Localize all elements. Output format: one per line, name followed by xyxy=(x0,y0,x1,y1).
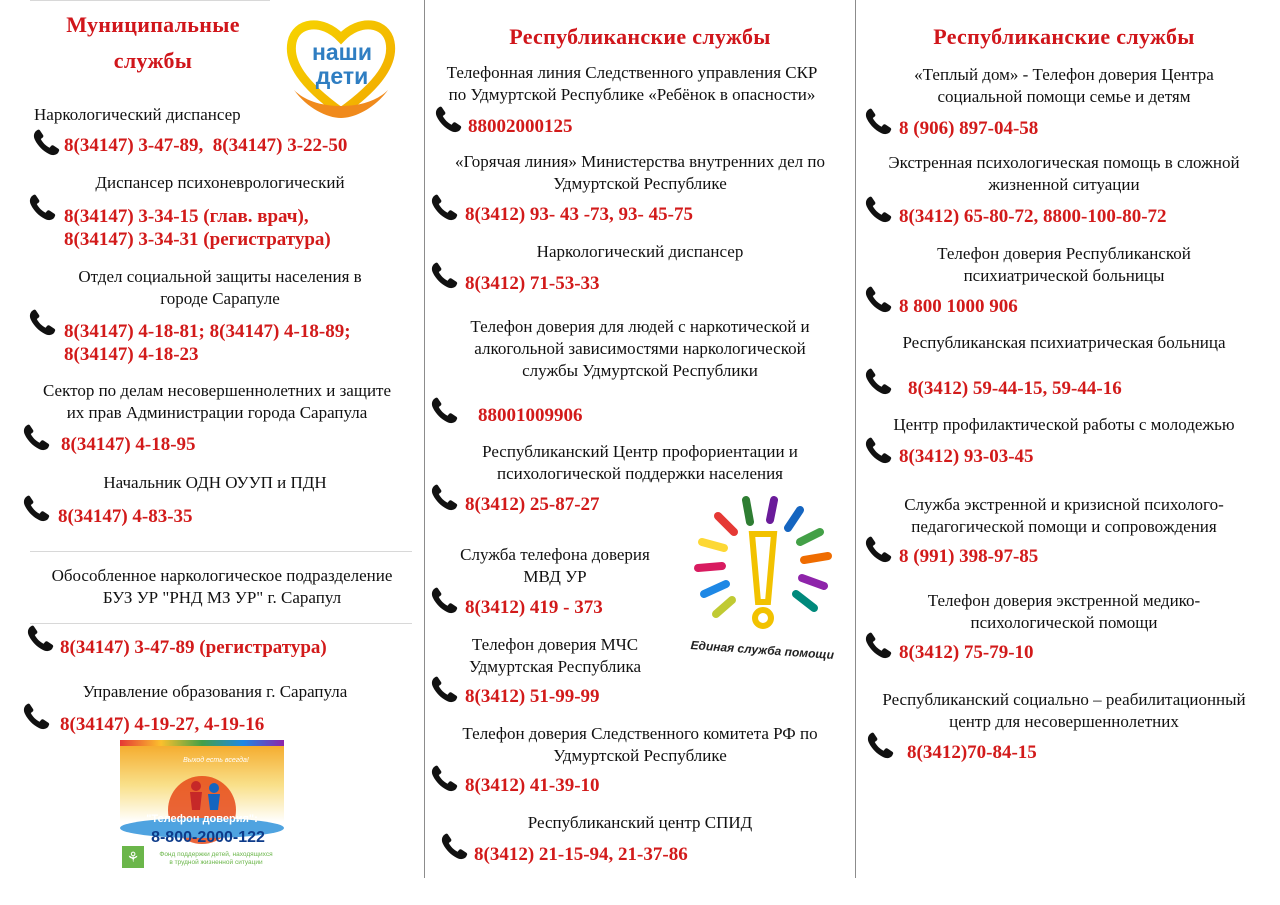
col3-item-6-phone[interactable]: 8 (991) 398-97-85 xyxy=(899,546,1039,567)
phone-icon xyxy=(32,128,62,156)
phone-icon xyxy=(864,367,894,395)
col3-item-5-name: Центр профилактической работы с молодежью xyxy=(893,415,1235,434)
col3-item-3-phone[interactable]: 8 800 1000 906 xyxy=(899,296,1018,317)
col2-item-9-phone[interactable]: 8(3412) 21-15-94, 21-37-86 xyxy=(474,844,688,865)
col3-item-7-phone[interactable]: 8(3412) 75-79-10 xyxy=(899,642,1034,663)
column-divider-left xyxy=(424,0,425,878)
col1-item-4-name: Сектор по делам несовершеннолетних и защите их прав Администрации города Сарапула xyxy=(42,381,392,422)
col2-item-1-name: Телефонная линия Следственного управления СКР по Удмуртской Республике «Ребёнок в опасности» xyxy=(446,63,818,104)
col2-item-4-name: Телефон доверия для людей с наркотической и алкогольной зависимостями наркологической службы Удмуртской Республики xyxy=(470,317,810,380)
col2-item-4-phone[interactable]: 88001009906 xyxy=(478,405,583,426)
col3-item-2-name: Экстренная психологическая помощь в сложной жизненной ситуации xyxy=(888,153,1240,194)
col3-item-1-name: «Теплый дом» - Телефон доверия Центра социальной помощи семье и детям xyxy=(914,65,1214,106)
phone-icon xyxy=(864,436,894,464)
banner-line2: Фонд поддержки детей, находящихся в трудной жизненной ситуации xyxy=(159,851,273,866)
col1-item-6-phone[interactable]: 8(34147) 3-47-89 (регистратура) xyxy=(60,637,327,658)
exclamation-burst-logo xyxy=(688,494,838,664)
phone-icon xyxy=(26,624,56,652)
section-rule-1 xyxy=(30,551,412,552)
phone-icon xyxy=(22,423,52,451)
col1-item-7-phone[interactable]: 8(34147) 4-19-27, 4-19-16 xyxy=(60,714,265,735)
help-logo-caption: Единая служба помощи xyxy=(690,638,835,663)
col1-item-2-name: Диспансер психоневрологический xyxy=(95,173,345,192)
top-rule xyxy=(30,0,270,1)
col2-item-5-name: Республиканский Центр профориентации и психологической поддержки населения xyxy=(482,442,798,483)
col2-item-5-phone[interactable]: 8(3412) 25-87-27 xyxy=(465,494,600,515)
col1-item-6-name: Обособленное наркологическое подразделение БУЗ УР "РНД МЗ УР" г. Сарапул xyxy=(51,566,393,607)
col1-item-3-name: Отдел социальной защиты населения в городе Сарапуле xyxy=(78,267,362,308)
col2-item-1-phone[interactable]: 88002000125 xyxy=(468,116,573,137)
phone-icon xyxy=(430,193,460,221)
phone-icon xyxy=(22,494,52,522)
col2-item-2-phone[interactable]: 8(3412) 93- 43 -73, 93- 45-75 xyxy=(465,204,693,225)
col1-item-1-name: Наркологический диспансер xyxy=(34,105,241,124)
col2-item-7-phone[interactable]: 8(3412) 51-99-99 xyxy=(465,686,600,707)
col2-item-3-phone[interactable]: 8(3412) 71-53-33 xyxy=(465,273,600,294)
banner-slogan: Выход есть всегда! xyxy=(183,757,249,764)
col3-item-7-name: Телефон доверия экстренной медико- психологической помощи xyxy=(927,591,1201,632)
col3-item-2-phone[interactable]: 8(3412) 65-80-72, 8800-100-80-72 xyxy=(899,206,1167,227)
col3-item-1-phone[interactable]: 8 (906) 897-04-58 xyxy=(899,118,1039,139)
phone-icon xyxy=(430,396,460,424)
heart-logo-line2: дети xyxy=(315,63,369,89)
col2-item-3-name: Наркологический диспансер xyxy=(536,242,744,261)
col1-item-7-name: Управление образования г. Сарапула xyxy=(82,682,348,701)
col2-item-8-phone[interactable]: 8(3412) 41-39-10 xyxy=(465,775,600,796)
col2-item-6-phone[interactable]: 8(3412) 419 - 373 xyxy=(465,597,603,618)
col2-item-6-name: Служба телефона доверия МВД УР xyxy=(460,545,650,586)
phone-icon xyxy=(430,764,460,792)
municipal-title-line2: службы xyxy=(113,48,193,73)
heart-logo-line1: наши xyxy=(312,39,372,65)
col2-item-8-name: Телефон доверия Следственного комитета РФ по Удмуртской Республике xyxy=(462,724,818,765)
trust-phone-banner xyxy=(120,740,284,870)
col1-item-4-phone[interactable]: 8(34147) 4-18-95 xyxy=(61,434,196,455)
heart-hands-logo xyxy=(282,12,400,124)
col3-item-4-phone[interactable]: 8(3412) 59-44-15, 59-44-16 xyxy=(908,378,1122,399)
section-rule-2 xyxy=(30,623,412,624)
phone-icon xyxy=(22,702,52,730)
col3-item-4-name: Республиканская психиатрическая больница xyxy=(902,333,1226,352)
phone-icon xyxy=(864,107,894,135)
phone-icon xyxy=(864,195,894,223)
col2-item-7-name: Телефон доверия МЧС Удмуртская Республика xyxy=(468,635,642,676)
phone-icon xyxy=(430,586,460,614)
banner-phone: 8-800-2000-122 xyxy=(151,829,265,846)
banner-line1: "Телефон доверия": xyxy=(146,813,258,825)
column-divider-right xyxy=(855,0,856,878)
col3-item-8-phone[interactable]: 8(3412)70-84-15 xyxy=(907,742,1037,763)
phone-icon xyxy=(28,308,58,336)
col1-item-1-phone[interactable]: 8(34147) 3-47-89, 8(34147) 3-22-50 xyxy=(64,135,348,156)
col3-item-3-name: Телефон доверия Республиканской психиатрической больницы xyxy=(937,244,1191,285)
phone-icon xyxy=(440,832,470,860)
col2-title: Республиканские службы xyxy=(509,24,771,49)
phone-icon xyxy=(866,731,896,759)
col2-item-2-name: «Горячая линия» Министерства внутренних дел по Удмуртской Республике xyxy=(454,152,826,193)
col3-item-5-phone[interactable]: 8(3412) 93-03-45 xyxy=(899,446,1034,467)
col1-item-5-name: Начальник ОДН ОУУП и ПДН xyxy=(103,473,327,492)
col3-item-6-name: Служба экстренной и кризисной психолого- педагогической помощи и сопровождения xyxy=(904,495,1224,536)
phone-icon xyxy=(434,105,464,133)
phone-icon xyxy=(28,193,58,221)
phone-icon xyxy=(430,483,460,511)
col1-item-3-phone[interactable]: 8(34147) 4-18-81; 8(34147) 4-18-89; 8(34147) 4-18-23 xyxy=(64,321,351,365)
col3-title: Республиканские службы xyxy=(933,24,1195,49)
municipal-title-line1: Муниципальные xyxy=(66,12,240,37)
phone-icon xyxy=(430,675,460,703)
col3-item-8-name: Республиканский социально – реабилитационный центр для несовершеннолетних xyxy=(882,690,1246,731)
phone-icon xyxy=(430,261,460,289)
svg-text:⚘: ⚘ xyxy=(126,850,140,866)
phone-icon xyxy=(864,285,894,313)
col2-item-9-name: Республиканский центр СПИД xyxy=(527,813,753,832)
phone-icon xyxy=(864,535,894,563)
col1-item-2-phone[interactable]: 8(34147) 3-34-15 (глав. врач), 8(34147) 3-34-31 (регистратура) xyxy=(64,206,331,250)
phone-icon xyxy=(864,631,894,659)
col1-item-5-phone[interactable]: 8(34147) 4-83-35 xyxy=(58,506,193,527)
